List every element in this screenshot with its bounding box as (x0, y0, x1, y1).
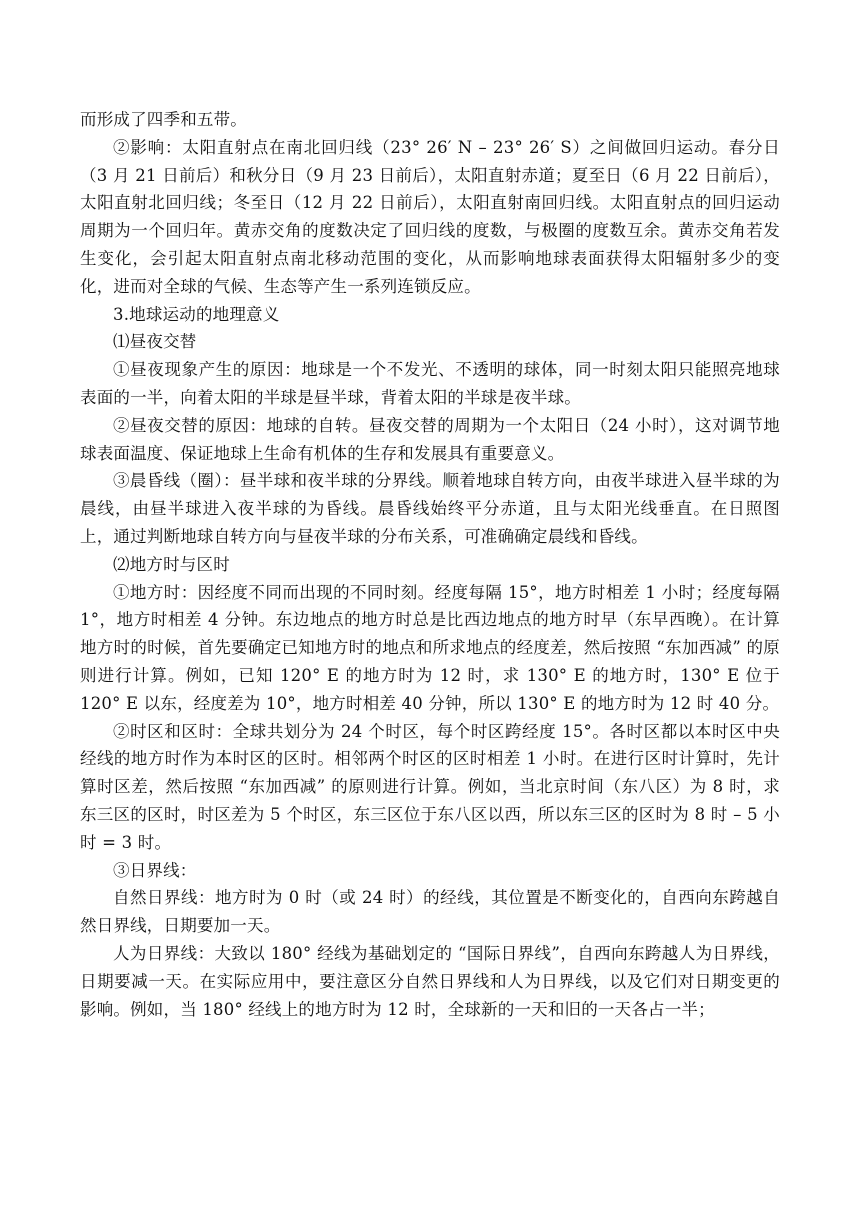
paragraph-date-line-heading: ③日界线： (113, 860, 197, 880)
subsection-heading-local-time: ⑵地方时与区时 (113, 554, 230, 574)
paragraph-direct-sunlight-influence: ②影响：太阳直射点在南北回归线（23° 26′ N – 23° 26′ S）之间做回归运动。春分日（3 月 21 日前后）和秋分日（9 月 23 日前后），太阳直射赤道；夏至日（6 月 22 日前后），太阳直射北回归线；冬至日（12 月 22 日前后），太阳直射南回归线。太阳直射点的回归运动周期为一个回归年。黄赤交角的度数决定了回归线的度数，与极圈的度数互余。黄赤交角若发生变化，会引起太阳直射点南北移动范围的变化，从而影响地球表面获得太阳辐射多少的变化，进而对全球的气候、生态等产生一系列连锁反应。 (80, 137, 780, 296)
paragraph-day-night-cause: ①昼夜现象产生的原因：地球是一个不发光、不透明的球体，同一时刻太阳只能照亮地球表面的一半，向着太阳的半球是昼半球，背着太阳的半球是夜半球。 (80, 360, 780, 407)
paragraph-terminator: ③晨昏线（圈）：昼半球和夜半球的分界线。顺着地球自转方向，由夜半球进入昼半球的为晨线，由昼半球进入夜半球的为昏线。晨昏线始终平分赤道，且与太阳光线垂直。在日照图上，通过判断地球自转方向与昼夜半球的分布关系，可准确确定晨线和昏线。 (80, 471, 780, 546)
document-body (80, 106, 780, 1023)
paragraph-artificial-date-line: 人为日界线：大致以 180° 经线为基础划定的 “国际日界线”，自西向东跨越人为日界线，日期要减一天。在实际应用中，要注意区分自然日界线和人为日界线，以及它们对日期变更的影响。例如，当 180° 经线上的地方时为 12 时，全球新的一天和旧的一天各占一半； (80, 943, 780, 1019)
section-heading-earth-motion-significance: 3.地球运动的地理意义 (113, 304, 280, 324)
paragraph-natural-date-line: 自然日界线：地方时为 0 时（或 24 时）的经线，其位置是不断变化的，自西向东跨越自然日界线，日期要加一天。 (80, 888, 780, 936)
paragraph-local-time: ①地方时：因经度不同而出现的不同时刻。经度每隔 15°，地方时相差 1 小时；经度每隔 1°，地方时相差 4 分钟。东边地点的地方时总是比西边地点的地方时早（东早西晚）。在计算地方时的时候，首先要确定已知地方时的地点和所求地点的经度差，然后按照 “东加西减” 的原则进行计算。例如，已知 120° E 的地方时为 12 时，求 130° E 的地方时，130° E 位于 120° E 以东，经度差为 10°，地方时相差 40 分钟，所以 130° E 的地方时为 12 时 40 分。 (80, 582, 780, 713)
subsection-heading-day-night: ⑴昼夜交替 (113, 332, 197, 352)
paragraph-time-zones: ②时区和区时：全球共划分为 24 个时区，每个时区跨经度 15°。各时区都以本时区中央经线的地方时作为本时区的区时。相邻两个时区的区时相差 1 小时。在进行区时计算时，先计算时区差，然后按照 “东加西减” 的原则进行计算。例如，当北京时间（东八区）为 8 时，求东三区的区时，时区差为 5 个时区，东三区位于东八区以西，所以东三区的区时为 8 时 – 5 小时 = 3 时。 (80, 721, 780, 852)
paragraph-seasons-end: 而形成了四季和五带。 (80, 110, 247, 129)
paragraph-day-night-alternation: ②昼夜交替的原因：地球的自转。昼夜交替的周期为一个太阳日（24 小时），这对调节地球表面温度、保证地球上生命有机体的生存和发展具有重要意义。 (80, 415, 780, 463)
